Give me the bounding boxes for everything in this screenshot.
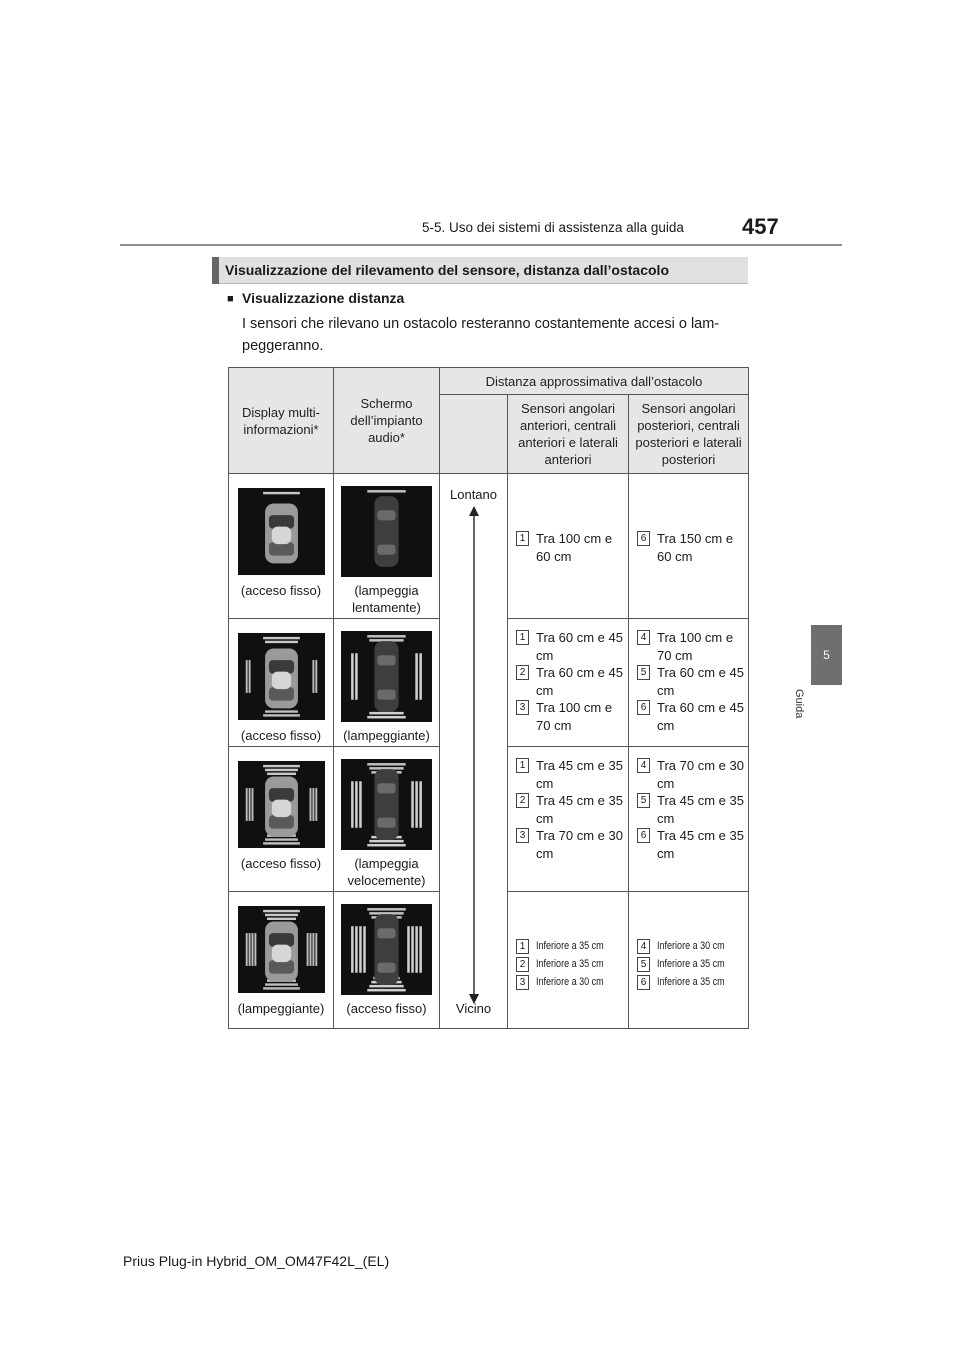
- distance-value: Inferiore a 35 cm: [536, 940, 604, 952]
- audio-screen-caption: (lampeggiante): [343, 728, 430, 743]
- section-title: 5-5. Uso dei sistemi di assistenza alla guida: [422, 220, 684, 235]
- audio-screen-caption: (acceso fisso): [346, 1001, 427, 1016]
- header-front-sensors: [507, 394, 629, 474]
- car-top-view-icon: [341, 486, 432, 577]
- sensor-number-badge: 3: [516, 828, 529, 843]
- rear-sensor-cell: [628, 746, 749, 892]
- distance-value: Tra 100 cm e 70 cm: [657, 630, 734, 663]
- chapter-tab: 5: [811, 625, 842, 685]
- sensor-number-badge: 4: [637, 758, 650, 773]
- car-top-view-icon: [341, 631, 432, 722]
- distance-value: Tra 60 cm e 45 cm: [536, 630, 623, 663]
- car-sensor-icon: [238, 488, 325, 575]
- multi-display-thumbnail: [238, 761, 325, 848]
- header-rear-sensors: [628, 394, 749, 474]
- car-sensor-icon: [238, 633, 325, 720]
- page-number: 457: [742, 214, 779, 239]
- car-sensor-icon: [238, 761, 325, 848]
- distance-value: Tra 60 cm e 45 cm: [657, 700, 744, 733]
- distance-value: Tra 45 cm e 35 cm: [657, 793, 744, 826]
- rear-sensor-cell: [628, 618, 749, 747]
- sensor-number-badge: 2: [516, 665, 529, 680]
- audio-screen-cell: [333, 473, 440, 619]
- multi-display-cell: [228, 618, 334, 747]
- sensor-number-badge: 6: [637, 531, 650, 546]
- multi-display-caption: (acceso fisso): [240, 583, 322, 598]
- distance-item: [637, 699, 749, 733]
- car-top-view-icon: [341, 904, 432, 995]
- audio-screen-thumbnail: [341, 904, 432, 995]
- distance-item: [516, 827, 628, 861]
- distance-item: [516, 757, 628, 791]
- header-divider: [120, 244, 842, 246]
- distance-item: [516, 629, 628, 663]
- section-heading: Visualizzazione del rilevamento del sensore, distanza dall’ostacolo: [225, 262, 669, 278]
- distance-value: Tra 70 cm e 30 cm: [657, 758, 744, 791]
- distance-value: Tra 45 cm e 35 cm: [536, 793, 623, 826]
- multi-display-cell: [228, 473, 334, 619]
- sensor-number-badge: 3: [516, 975, 529, 990]
- distance-scale-cell: [439, 473, 508, 1029]
- multi-display-caption: (lampeggiante): [237, 1001, 325, 1016]
- distance-item: [516, 699, 628, 733]
- distance-value: Tra 150 cm e 60 cm: [657, 531, 734, 564]
- header-front-label: Sensori angolari anteriori, centrali anteriori e laterali anteriori: [518, 401, 618, 467]
- header-screen-label: Schermo dell’impianto audio*: [350, 396, 423, 445]
- distance-value: Inferiore a 35 cm: [657, 958, 725, 970]
- rear-sensor-cell: [628, 473, 749, 619]
- front-sensor-cell: [507, 891, 629, 1029]
- distance-item: [637, 827, 749, 861]
- distance-item: [637, 530, 749, 564]
- sensor-number-badge: 6: [637, 975, 650, 990]
- multi-display-cell: [228, 746, 334, 892]
- distance-item: [516, 530, 628, 564]
- multi-display-caption: (acceso fisso): [240, 856, 322, 871]
- sensor-number-badge: 5: [637, 793, 650, 808]
- header-distance-label: Distanza approssimativa dall’ostacolo: [485, 373, 703, 389]
- audio-screen-cell: [333, 746, 440, 892]
- sensor-number-badge: 1: [516, 758, 529, 773]
- header-blank: [439, 394, 508, 474]
- audio-screen-caption: (lampeggia velocemente): [347, 856, 426, 888]
- multi-display-thumbnail: [238, 633, 325, 720]
- distance-value: Tra 100 cm e 70 cm: [536, 700, 613, 733]
- distance-value: Inferiore a 35 cm: [657, 976, 725, 988]
- distance-value: Tra 60 cm e 45 cm: [536, 665, 623, 698]
- header-multi-display: [228, 367, 334, 474]
- car-top-view-icon: [341, 759, 432, 850]
- multi-display-caption: (acceso fisso): [240, 728, 322, 743]
- audio-screen-cell: [333, 618, 440, 747]
- header-multi-label: Display multi-informazioni*: [241, 404, 320, 437]
- sensor-number-badge: 5: [637, 665, 650, 680]
- distance-value: Tra 45 cm e 35 cm: [657, 828, 744, 861]
- sensor-number-badge: 2: [516, 793, 529, 808]
- audio-screen-thumbnail: [341, 759, 432, 850]
- audio-screen-thumbnail: [341, 631, 432, 722]
- distance-item: [516, 974, 628, 1008]
- sensor-number-badge: 5: [637, 957, 650, 972]
- multi-display-thumbnail: [238, 488, 325, 575]
- front-sensor-cell: [507, 618, 629, 747]
- distance-value: Inferiore a 35 cm: [536, 958, 604, 970]
- distance-item: [516, 664, 628, 698]
- sensor-number-badge: 2: [516, 957, 529, 972]
- heading-accent: [212, 257, 219, 284]
- header-rear-label: Sensori angolari posteriori, centrali posteriori e laterali posteriori: [635, 401, 742, 467]
- audio-screen-caption: (lampeggia lentamente): [352, 583, 421, 615]
- audio-screen-cell: [333, 891, 440, 1029]
- distance-item: [637, 757, 749, 791]
- multi-display-thumbnail: [238, 906, 325, 993]
- distance-item: [637, 629, 749, 663]
- near-label: Vicino: [455, 1001, 492, 1016]
- distance-item: [637, 974, 749, 1008]
- distance-item: [516, 792, 628, 826]
- body-paragraph: I sensori che rilevano un ostacolo resteranno costantemente accesi o lam-peggeranno.: [242, 316, 720, 354]
- audio-screen-thumbnail: [341, 486, 432, 577]
- sensor-number-badge: 6: [637, 700, 650, 715]
- distance-value: Tra 70 cm e 30 cm: [536, 828, 623, 861]
- distance-arrow-icon: [464, 506, 484, 1006]
- header-audio-screen: [333, 367, 440, 474]
- rear-sensor-cell: [628, 891, 749, 1029]
- car-sensor-icon: [238, 906, 325, 993]
- sensor-number-badge: 1: [516, 939, 529, 954]
- sensor-number-badge: 4: [637, 630, 650, 645]
- distance-item: [637, 664, 749, 698]
- sensor-number-badge: 1: [516, 531, 529, 546]
- distance-value: Tra 60 cm e 45 cm: [657, 665, 744, 698]
- header-distance: [439, 367, 749, 395]
- distance-value: Inferiore a 30 cm: [536, 976, 604, 988]
- distance-value: Tra 45 cm e 35 cm: [536, 758, 623, 791]
- distance-item: [637, 792, 749, 826]
- sensor-number-badge: 3: [516, 700, 529, 715]
- subheading: Visualizzazione distanza: [242, 290, 405, 306]
- far-label: Lontano: [450, 487, 497, 502]
- sensor-number-badge: 1: [516, 630, 529, 645]
- distance-value: Inferiore a 30 cm: [657, 940, 725, 952]
- chapter-label: Guida: [793, 689, 805, 719]
- bullet-square-icon: ■: [227, 293, 234, 305]
- distance-value: Tra 100 cm e 60 cm: [536, 531, 613, 564]
- sensor-number-badge: 4: [637, 939, 650, 954]
- multi-display-cell: [228, 891, 334, 1029]
- footer-model: Prius Plug-in Hybrid_OM_OM47F42L_(EL): [123, 1253, 390, 1269]
- sensor-number-badge: 6: [637, 828, 650, 843]
- front-sensor-cell: [507, 473, 629, 619]
- front-sensor-cell: [507, 746, 629, 892]
